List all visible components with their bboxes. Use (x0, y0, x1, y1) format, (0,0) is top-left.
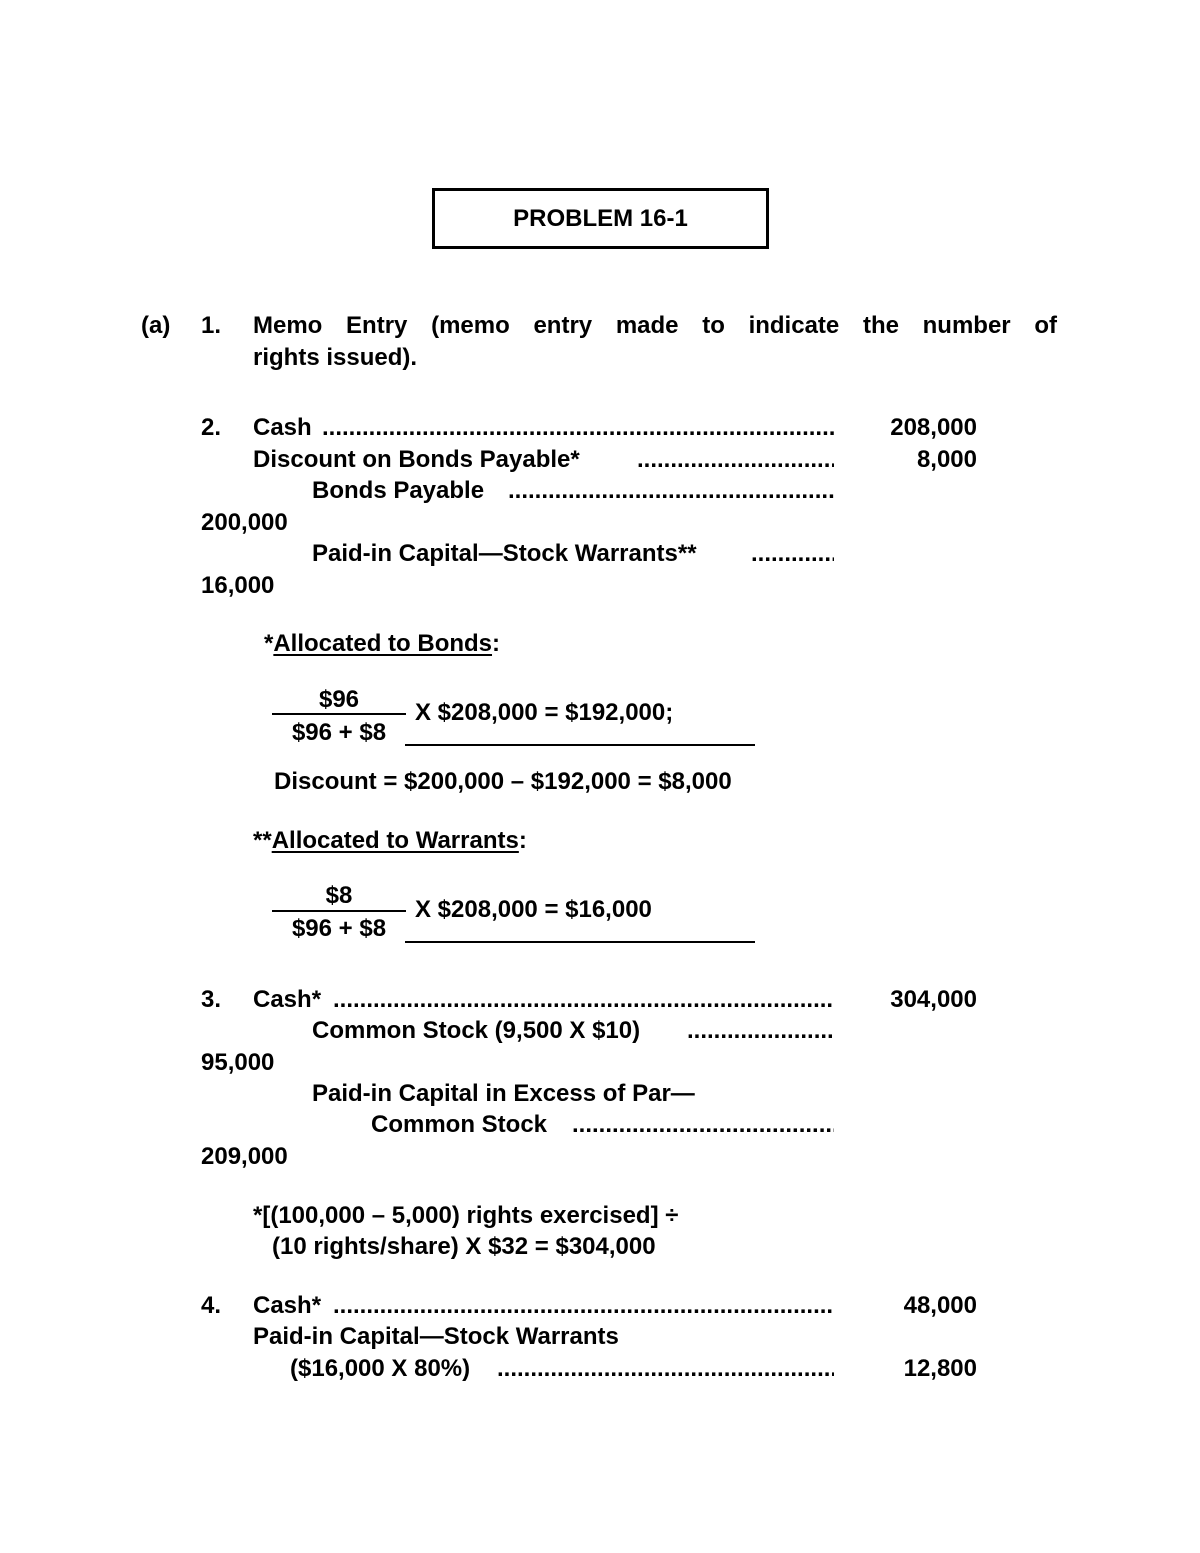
debit-amount: 208,000 (890, 414, 977, 441)
leader-dots (751, 542, 834, 566)
memo-word: of (1034, 312, 1057, 339)
note-heading (253, 829, 527, 853)
fraction-numerator: $8 (325, 882, 353, 909)
debit-amount: 304,000 (890, 986, 977, 1013)
leader-dots (572, 1113, 834, 1137)
credit-amount: 209,000 (201, 1143, 288, 1170)
credit-amount: 200,000 (201, 509, 288, 536)
note-suffix: : (518, 827, 527, 854)
leader-dots (497, 1357, 834, 1381)
journal-account: Bonds Payable (312, 477, 485, 504)
leader-dots (687, 1019, 834, 1043)
memo-entry-line-2: rights issued). (253, 344, 418, 371)
discount-calc: Discount = $200,000 – $192,000 = $8,000 (274, 768, 732, 795)
underline-rule (405, 744, 755, 746)
journal-account: Cash* (253, 986, 322, 1013)
journal-account: Paid-in Capital in Excess of Par— (312, 1080, 695, 1107)
memo-word: the (862, 312, 899, 339)
leader-dots (508, 479, 834, 503)
note-heading-text: Allocated to Warrants (271, 827, 519, 854)
debit-amount: 12,800 (903, 1355, 977, 1382)
journal-account: Discount on Bonds Payable* (253, 446, 580, 473)
fraction-bar (272, 910, 406, 912)
leader-dots (322, 416, 834, 440)
fraction-denominator: $96 + $8 (291, 915, 387, 942)
leader-dots (333, 1294, 834, 1318)
journal-account: Cash (253, 414, 312, 441)
note-heading-text: Allocated to Bonds (273, 630, 493, 657)
item-number: 2. (201, 414, 222, 441)
calc-expression: X $208,000 = $192,000; (415, 699, 674, 726)
fraction-denominator: $96 + $8 (291, 719, 387, 746)
note-line: (10 rights/share) X $32 = $304,000 (272, 1233, 656, 1260)
debit-amount: 8,000 (916, 446, 977, 473)
memo-word: (memo (431, 312, 510, 339)
part-label: (a) (141, 312, 171, 339)
memo-word: number (922, 312, 1011, 339)
item-number: 1. (201, 312, 222, 339)
journal-account: Cash* (253, 1292, 322, 1319)
journal-account: Paid-in Capital—Stock Warrants (253, 1323, 619, 1350)
credit-amount: 16,000 (201, 572, 275, 599)
credit-amount: 95,000 (201, 1049, 275, 1076)
memo-word: made (615, 312, 679, 339)
journal-account: Common Stock (371, 1111, 548, 1138)
leader-dots (333, 988, 834, 1012)
memo-word: indicate (748, 312, 840, 339)
note-line: *[(100,000 – 5,000) rights exercised] ÷ (253, 1202, 679, 1229)
debit-amount: 48,000 (903, 1292, 977, 1319)
note-heading (264, 632, 500, 656)
journal-account: ($16,000 X 80%) (290, 1355, 471, 1382)
memo-entry-line-1 (253, 314, 1057, 338)
fraction-numerator: $96 (318, 686, 360, 713)
memo-word: entry (533, 312, 593, 339)
underline-rule (405, 941, 755, 943)
leader-dots (637, 448, 834, 472)
memo-word: Memo (253, 312, 323, 339)
item-number: 4. (201, 1292, 222, 1319)
item-number: 3. (201, 986, 222, 1013)
memo-word: Entry (346, 312, 408, 339)
journal-account: Paid-in Capital—Stock Warrants** (312, 540, 697, 567)
memo-word: to (702, 312, 725, 339)
calc-expression: X $208,000 = $16,000 (415, 896, 652, 923)
journal-account: Common Stock (9,500 X $10) (312, 1017, 641, 1044)
fraction-bar (272, 713, 406, 715)
note-prefix: ** (253, 827, 272, 854)
title-box (432, 188, 769, 249)
page-title: PROBLEM 16-1 (513, 205, 688, 232)
note-suffix: : (492, 630, 501, 657)
note-prefix: * (264, 630, 274, 657)
